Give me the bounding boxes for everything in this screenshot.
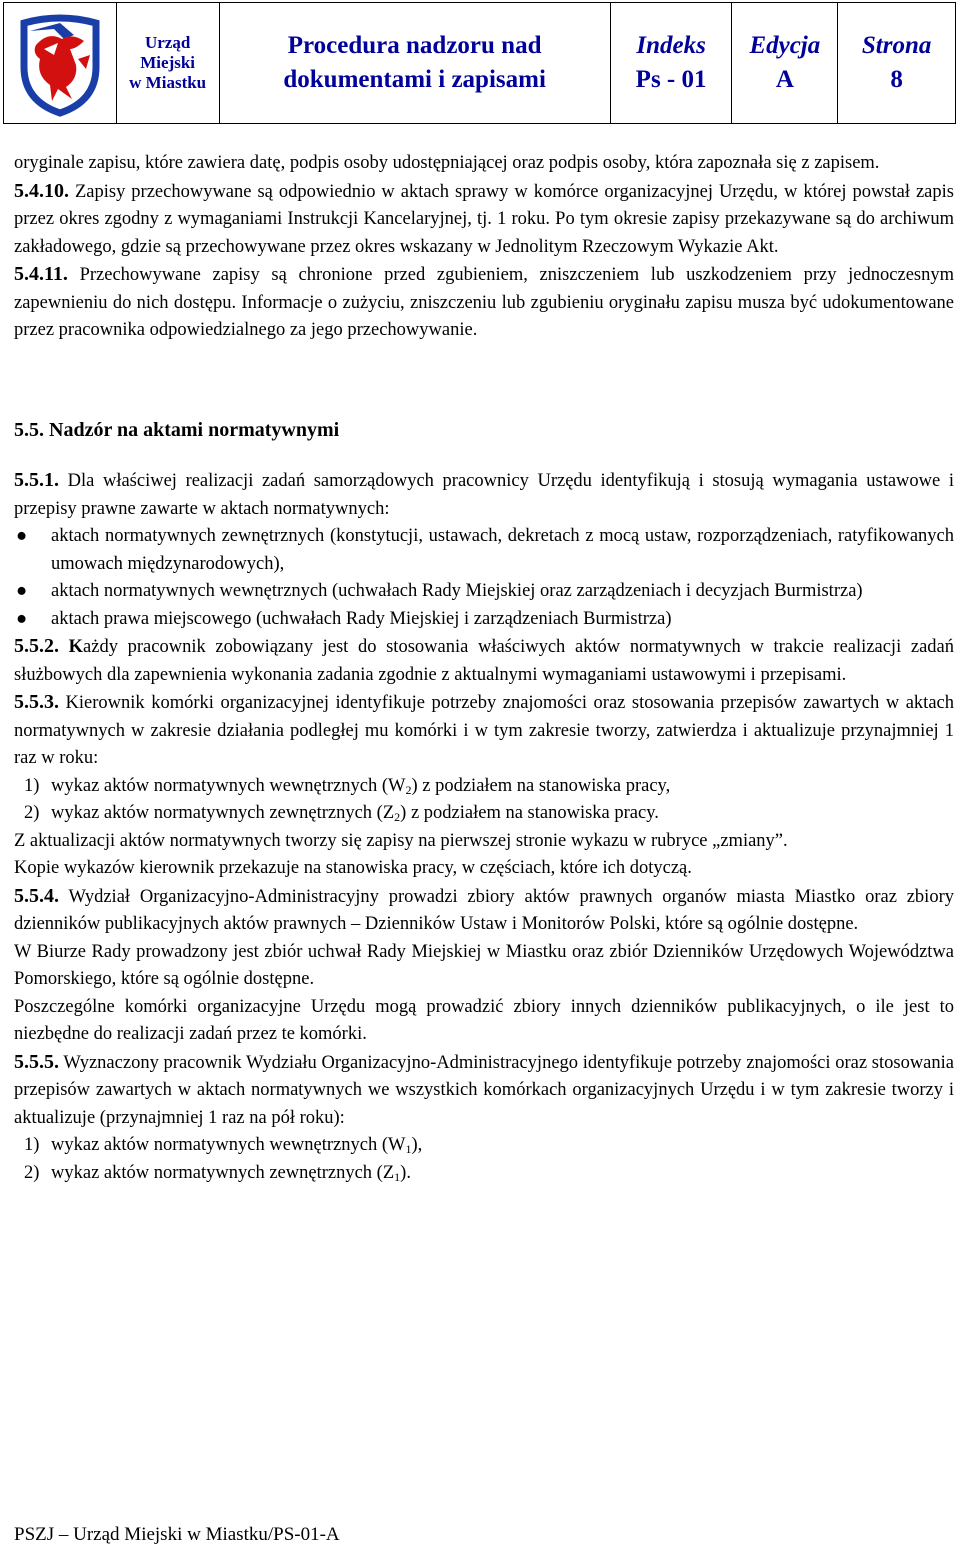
clause-number: 5.5.1. <box>14 469 59 491</box>
bullet-icon: ● <box>16 608 28 629</box>
list-item: 1) wykaz aktów normatywnych wewnętrznych $(W_2)$ z podziałem na stanowiska pracy, <box>24 775 671 797</box>
list-item: 1) wykaz aktów normatywnych wewnętrznych $(W_1)$, <box>24 1135 423 1156</box>
clause-number: 5.4.10. <box>14 179 69 202</box>
title-line-1: Procedura nadzoru nad <box>287 32 542 59</box>
paragraph-text: Przechowywane zapisy są chronione przed zgubieniem, zniszczeniem lub uszkodzeniem przy jednoczesnym zapewnieniu do nich dostępu. Informacje o zużyciu, zniszczeniu lub zgubieniu oryginału zapisu musza być udokumentowane przez pracownika odpowiedzialnego za jego przechowywanie. <box>14 265 954 340</box>
clause-number: 5.4.11. <box>14 263 68 285</box>
paragraph-continuation: oryginale zapisu, które zawiera datę, podpis osoby udostępniającej oraz podpis osoby, która zapoznała się z zapisem. <box>14 153 880 173</box>
paragraph-text: Wydział Organizacyjno-Administracyjny prowadzi zbiory aktów prawnych organów miasta Miastko oraz zbiory dzienników publikacyjnych aktów prawnych – Dzienników Ustaw i Monitorów Polski, które są ogólnie dostępne. <box>14 886 954 934</box>
bullet-icon: ● <box>16 526 28 546</box>
document-body <box>14 150 954 1187</box>
clause-number: 5.5.4. <box>14 884 59 907</box>
paragraph-text: Z aktualizacji aktów normatywnych tworzy się zapisy na pierwszej stronie wykazu w rubryce „zmiany”. <box>14 830 788 851</box>
numbered-list <box>14 1132 954 1187</box>
list-item: 2) wykaz aktów normatywnych zewnętrznych $(Z_2)$ z podziałem na stanowiska pracy. <box>24 803 659 824</box>
clause-number: 5.5.5. <box>14 1050 59 1073</box>
paragraph-text: ażdy pracownik zobowiązany jest do stosowania właściwych aktów normatywnych w trakcie realizacji zadań służbowych dla zapewnienia wykonania zadania zgodnie z aktualnymi wymaganiami ustawowymi i przepisami. <box>14 637 954 685</box>
numbered-list <box>14 773 954 828</box>
paragraph-5-4-10 <box>14 178 954 262</box>
index-value: Ps - 01 <box>635 66 707 93</box>
title-line-2: dokumentami i zapisami <box>283 66 546 93</box>
procedure-title-cell <box>220 3 611 123</box>
coat-of-arms-icon <box>14 9 106 117</box>
paragraph-text: W Biurze Rady prowadzony jest zbiór uchwał Rady Miejskiej w Miastku oraz zbiór Dzienników Urzędowych Województwa Pomorskiego, które są ogólnie dostępne. <box>14 941 954 989</box>
paragraph-5-5-4 <box>14 883 954 939</box>
bullet-list <box>14 523 954 633</box>
page-cell <box>838 3 955 123</box>
coat-of-arms-cell <box>4 3 117 123</box>
paragraph-5-5-3 <box>14 689 954 773</box>
section-heading: 5.5. Nadzór na aktami normatywnymi <box>14 418 340 441</box>
paragraph-5-5-2: 5.5.2. Każdy pracownik zobowiązany jest do stosowania właściwych aktów normatywnych w trakcie realizacji zadań służbowych dla zapewnienia wykonania zadania zgodnie z aktualnymi wymaganiami ustawowymi i przepisami. <box>14 635 954 685</box>
edition-value: A <box>775 66 794 93</box>
office-line-2: Miejski <box>140 53 196 72</box>
paragraph-5-4-11 <box>14 261 954 345</box>
paragraph-text: Poszczególne komórki organizacyjne Urzędu mogą prowadzić zbiory innych dzienników publikacyjnych, o ile jest to niezbędne do realizacji zadań przez te komórki. <box>14 996 954 1044</box>
list-item: ● aktach prawa miejscowego (uchwałach Rady Miejskiej i zarządzeniach Burmistrza) <box>14 606 954 634</box>
document-footer: PSZJ – Urząd Miejski w Miastku/PS-01-A <box>14 1524 340 1545</box>
index-cell <box>611 3 733 123</box>
clause-number: 5.5.3. <box>14 691 59 713</box>
paragraph-text: Zapisy przechowywane są odpowiednio w aktach sprawy w komórce organizacyjnej Urzędu, w której powstał zapis przez okres zgodny z wymaganiami Instrukcji Kancelaryjnej, tj. 1 roku. Po tym okresie zapisy przekazywane są do archiwum zakładowego, gdzie są przechowywane przez okres wskazany w Jednolitym Rzeczowym Wykazie Akt. <box>14 181 954 257</box>
page-number: 8 <box>890 66 903 93</box>
page-label: Strona <box>861 32 932 59</box>
office-line-1: Urząd <box>144 33 191 52</box>
index-label: Indeks <box>636 32 706 59</box>
edition-cell <box>732 3 838 123</box>
paragraph-5-5-1 <box>14 467 954 523</box>
office-line-3: w Miastku <box>129 73 207 92</box>
list-item: ● aktach normatywnych zewnętrznych (konstytucji, ustawach, dekretach z mocą ustaw, rozporządzeniach, ratyfikowanych umowach międzynarodowych), <box>14 523 954 578</box>
list-item: ● aktach normatywnych wewnętrznych (uchwałach Rady Miejskiej oraz zarządzeniach i decyzjach Burmistrza) <box>14 578 954 606</box>
list-item: 2) wykaz aktów normatywnych zewnętrznych $(Z_1)$. <box>24 1162 411 1184</box>
paragraph-text: Kierownik komórki organizacyjnej identyfikuje potrzeby znajomości oraz stosowania przepisów zawartych w aktach normatywnych w zakresie działania podległej mu komórki i w tym zakresie tworzy, zatwierdza i aktualizuje przynajmniej 1 raz w roku: <box>14 693 954 768</box>
paragraph-text: Wyznaczony pracownik Wydziału Organizacyjno-Administracyjnego identyfikuje potrzeby znajomości oraz stosowania przepisów zawartych w aktach normatywnych we wszystkich komórkach organizacyjnych Urzędu i w tym zakresie tworzy i aktualizuje (przynajmniej 1 raz na pół roku): <box>14 1052 954 1128</box>
paragraph-5-5-5 <box>14 1049 954 1133</box>
paragraph-text: Kopie wykazów kierownik przekazuje na stanowiska pracy, w częściach, które ich dotyczą. <box>14 858 692 878</box>
paragraph-text: Dla właściwej realizacji zadań samorządowych pracownicy Urzędu identyfikują i stosują wymagania ustawowe i przepisy prawne zawarte w aktach normatywnych: <box>14 471 954 519</box>
office-name-cell <box>117 3 220 123</box>
document-header <box>3 2 956 124</box>
clause-number: 5.5.2. <box>14 635 59 657</box>
bullet-icon: ● <box>16 581 28 601</box>
edition-label: Edycja <box>749 32 821 59</box>
